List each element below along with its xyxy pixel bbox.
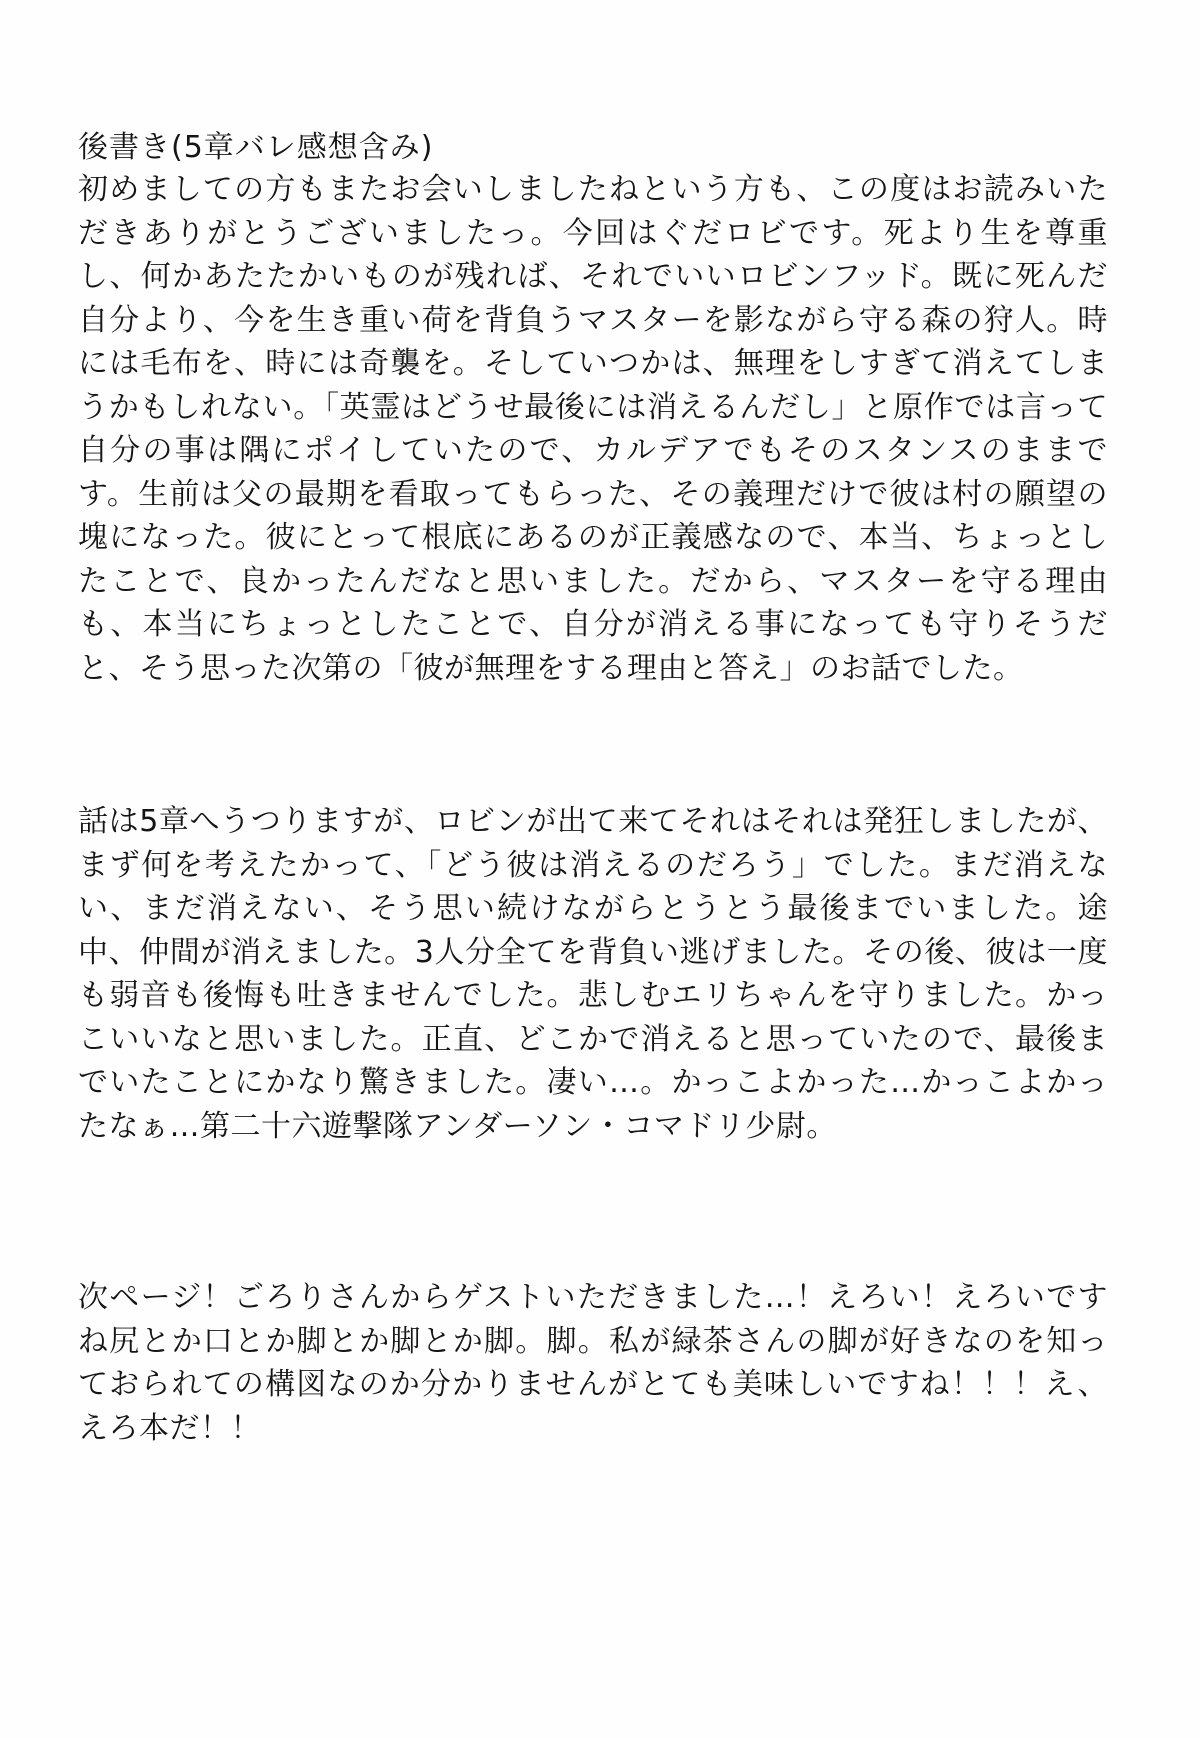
afterword-paragraph-2: 話は5章へうつりますが、ロビンが出て来てそれはそれは発狂しましたが、まず何を考えたかって、「どう彼は消えるのだろう」でした。まだ消えない、まだ消えない、そう思い続けながらとうとう最後までいました。途中、仲間が消えました。3人分全てを背負い逃げました。その後、彼は一度も弱音も後悔も吐きませんでした。悲しむエリちゃんを守りました。かっこいいなと思いました。正直、どこかで消えると思っていたので、最後までいたことにかなり驚きました。凄い…。かっこよかった…かっこよかったなぁ…第二十六遊撃隊アンダーソン・コマドリ少尉。 — [78, 804, 1108, 1144]
afterword-heading: 後書き(5章バレ感想含み) — [78, 130, 434, 165]
afterword-paragraph-1: 初めましての方もまたお会いしましたねという方も、この度はお読みいただきありがとうございましたっ。今回はぐだロビです。死より生を尊重し、何かあたたかいものが残れば、それでいいロビンフッド。既に死んだ自分より、今を生き重い荷を背負うマスターを影ながら守る森の狩人。時には毛布を、時には奇襲を。そしていつかは、無理をしすぎて消えてしまうかもしれない。「英霊はどうせ最後には消えるんだし」と原作では言って自分の事は隅にポイしていたので、カルデアでもそのスタンスのままです。生前は父の最期を看取ってもらった、その義理だけで彼は村の願望の塊になった。彼にとって根底にあるのが正義感なので、本当、ちょっとしたことで、良かったんだなと思いました。だから、マスターを守る理由も、本当にちょっとしたことで、自分が消える事になっても守りそうだと、そう思った次第の「彼が無理をする理由と答え」のお話でした。 — [78, 172, 1108, 686]
afterword-paragraph-3: 次ページ！ごろりさんからゲストいただきました…！えろい！えろいですね尻とか口とか脚とか脚とか脚。脚。私が緑茶さんの脚が好きなのを知っておられての構図なのか分かりませんがとても美味しいですね！！！え、えろ本だ！！ — [78, 1280, 1108, 1446]
